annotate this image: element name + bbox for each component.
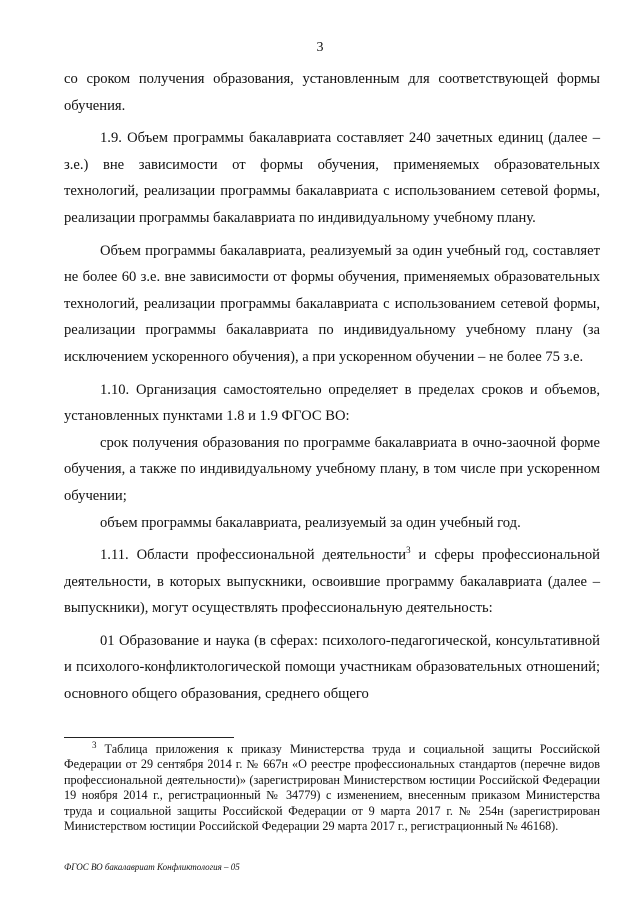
footnote-text: Таблица приложения к приказу Министерства труда и социальной защиты Российской Федерации от 29 сентября 2014 г. № 667н «О реестре профессиональных стандартов (перечне видов профессиональной деятельности)» (зарегистрирован Министерством юстиции Российской Федерации 19 ноября 2014 г., регистрационный № 34779) с изменением, внесенным приказом Министерства труда и социальной защиты Российской Федерации от 9 марта 2017 г. № 254н (зарегистрирован Министерством юстиции Российской Федерации 29 марта 2017 г., регистрационный № 46168). [64, 742, 600, 834]
paragraph-term-item: срок получения образования по программе бакалавриата в очно-заочной форме обучения, а также по индивидуальному учебному плану, в том числе при ускоренном обучении; [64, 434, 600, 504]
paragraph-1-11 [64, 542, 600, 622]
paragraph-1-11-start: 1.11. Области профессиональной деятельности [100, 547, 407, 564]
paragraph-1-11-end: и сферы профессиональной деятельности, в которых выпускники, освоившие программу бакалавриата (далее – выпускники), могут осуществлять профессиональную деятельность: [64, 547, 600, 617]
paragraph-continuation: со сроком получения образования, установленным для соответствующей формы обучения. [64, 71, 600, 114]
paragraph-1-9: 1.9. Объем программы бакалавриата составляет 240 зачетных единиц (далее – з.е.) вне зависимости от формы обучения, применяемых образовательных технологий, реализации программы бакалавриата с использованием сетевой формы, реализации программы бакалавриата по индивидуальному учебному плану. [64, 130, 600, 226]
footnote-separator [64, 737, 234, 738]
page-number: 3 [316, 40, 324, 55]
document-footer: ФГОС ВО бакалавриат Конфликтология – 05 [64, 862, 240, 872]
footnote-reference: 3 [406, 545, 411, 556]
paragraph-volume-item: объем программы бакалавриата, реализуемый за один учебный год. [100, 514, 521, 531]
footnote [64, 739, 600, 834]
body-text [64, 66, 600, 708]
paragraph-1-10: 1.10. Организация самостоятельно определяет в пределах сроков и объемов, установленных пунктами 1.8 и 1.9 ФГОС ВО: [64, 381, 600, 425]
paragraph-annual-volume: Объем программы бакалавриата, реализуемый за один учебный год, составляет не более 60 з.е. вне зависимости от формы обучения, применяемых образовательных технологий, реализации программы бакалавриата с использованием сетевой формы, реализации программы бакалавриата по индивидуальному учебному плану (за исключением ускоренного обучения), а при ускоренном обучении – не более 75 з.е. [64, 242, 600, 365]
paragraph-area-01: 01 Образование и наука (в сферах: психолого-педагогической, консультативной и психолого-конфликтологической помощи участникам образовательных отношений; основного общего образования, среднего общего [64, 632, 600, 703]
footnote-marker: 3 [92, 739, 97, 750]
